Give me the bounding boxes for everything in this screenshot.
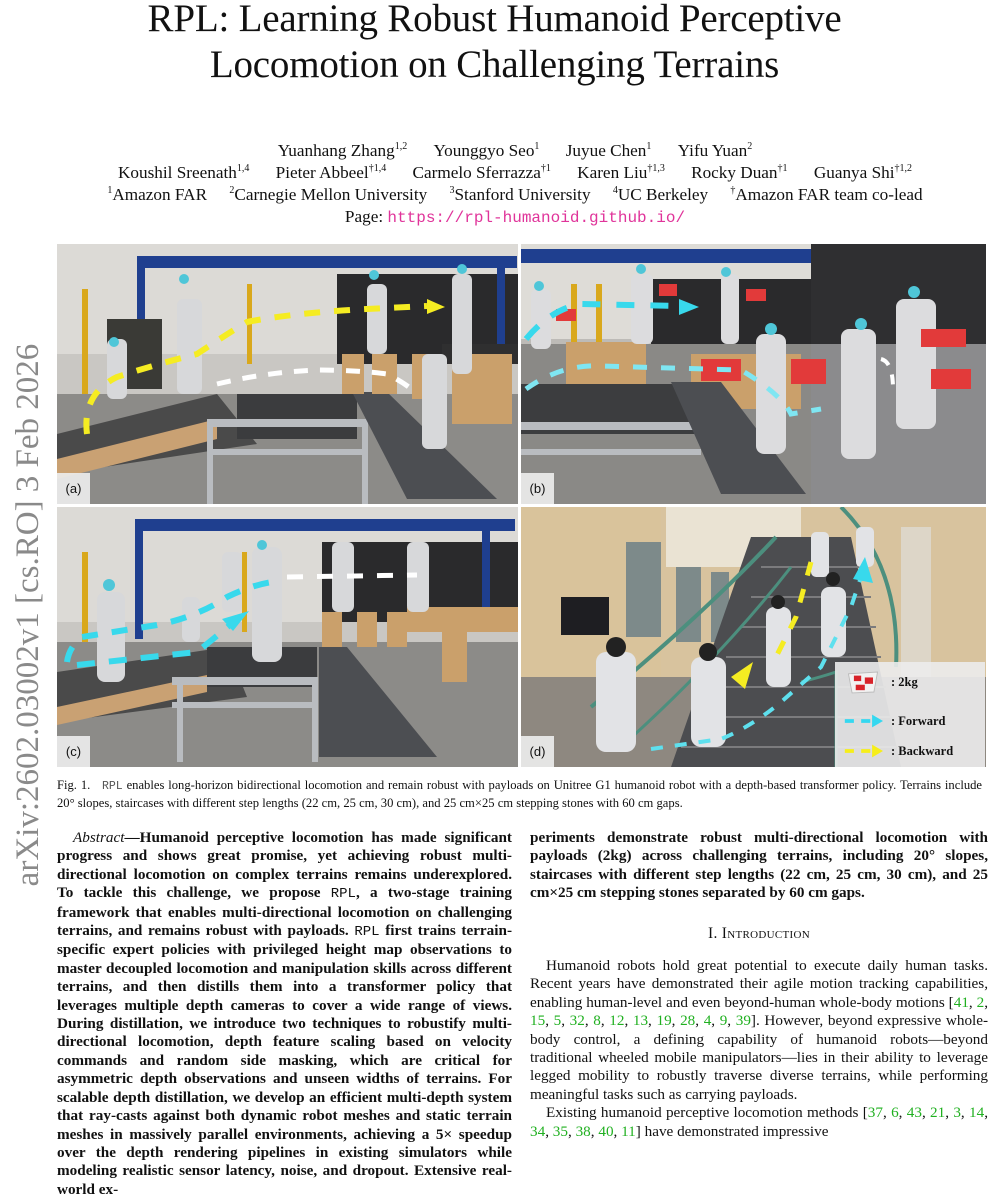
citation-link[interactable]: 43 xyxy=(906,1104,922,1122)
title-line-2: Locomotion on Challenging Terrains xyxy=(209,43,780,86)
figure-legend xyxy=(835,662,985,767)
paragraph-text: ] have demonstrated impressive xyxy=(635,1122,829,1140)
affiliation: $^4$UC Berkeley xyxy=(612,185,709,204)
legend-item-payload xyxy=(843,668,918,696)
author: Younggyo Seo$^1$ xyxy=(433,141,540,160)
cyan-dashed-arrow-icon xyxy=(843,707,883,735)
citation-link[interactable]: 3 xyxy=(953,1104,961,1122)
citation-link[interactable]: 15 xyxy=(530,1012,546,1030)
citation-link[interactable]: 21 xyxy=(930,1104,946,1122)
legend-label: : Forward xyxy=(891,713,946,728)
citation-link[interactable]: 8 xyxy=(593,1012,601,1030)
page-label: Page: xyxy=(344,207,384,226)
abstract-continuation: periments demonstrate robust multi-directional locomotion with payloads (2kg) across challenging terrains, including 20° slopes, staircases with different step lengths (22 cm, 25 cm, 30 cm), and 25 cm×25 cm stepping stones separated by 60 cm gaps. xyxy=(530,829,988,902)
author: Yuanhang Zhang$^{1,2}$ xyxy=(277,141,408,160)
intro-paragraph-1 xyxy=(530,957,988,1104)
caption-text: enables long-horizon bidirectional locomotion and remain robust with payloads on Unitree G1 humanoid robot with a depth-based transformer policy. Terrains include 20° slopes, staircases with different step lengths (22 cm, 25 cm, 30 cm), and 25 cm×25 cm stepping stones with 60 cm gaps. xyxy=(57,778,982,810)
author: Juyue Chen$^1$ xyxy=(565,141,652,160)
abstract-column xyxy=(57,829,512,1199)
legend-item-backward xyxy=(843,737,953,765)
citation-link[interactable]: 28 xyxy=(680,1012,696,1030)
abstract-text: —Humanoid perceptive locomotion has made significant progress and shows great promise, yet achieving robust multi-directional locomotion on complex terrains remains underexplored. To tackle this challenge, we propose xyxy=(57,829,512,902)
photo-slope-stairs xyxy=(57,507,518,767)
figure-panel-b xyxy=(521,244,986,504)
panel-label: (c) xyxy=(57,736,90,767)
abstract-label: Abstract xyxy=(73,829,125,846)
panel-label: (b) xyxy=(521,473,554,504)
citation-link[interactable]: 6 xyxy=(891,1104,899,1122)
figure-panel-a xyxy=(57,244,518,504)
affiliation: $^1$Amazon FAR xyxy=(107,185,208,204)
paper-title xyxy=(0,0,989,88)
abstract xyxy=(57,829,512,1199)
panel-label: (d) xyxy=(521,736,554,767)
author: Koushil Sreenath$^{1,4}$ xyxy=(117,163,250,182)
photo-payload-carry xyxy=(521,244,986,504)
author: Karen Liu$^{\dagger 1,3}$ xyxy=(577,163,665,182)
citation-link[interactable]: 2 xyxy=(976,993,985,1011)
paragraph-text: Existing humanoid perceptive locomotion methods [ xyxy=(546,1104,868,1122)
citation-link[interactable]: 13 xyxy=(632,1012,649,1030)
citation-link[interactable]: 37 xyxy=(867,1104,883,1122)
citation-link[interactable]: 41 xyxy=(953,993,969,1011)
yellow-dashed-arrow-icon xyxy=(843,737,883,765)
citation-link[interactable]: 9 xyxy=(719,1012,728,1030)
figure-caption xyxy=(57,777,982,812)
citation-link[interactable]: 39 xyxy=(735,1012,751,1030)
citation-list: 37, 6, 43, 21, 3, 14, 34, 35, 38, 40, 11 xyxy=(530,1104,988,1140)
project-page-line xyxy=(40,206,989,229)
method-name: RPL xyxy=(354,924,380,941)
legend-label: : 2kg xyxy=(891,674,918,689)
citation-link[interactable]: 11 xyxy=(621,1122,636,1140)
author: Rocky Duan$^{\dagger 1}$ xyxy=(691,163,788,182)
citation-link[interactable]: 12 xyxy=(609,1012,625,1030)
arxiv-stamp: arXiv:2602.03002v1 [cs.RO] 3 Feb 2026 xyxy=(10,343,46,887)
author-block xyxy=(40,140,989,229)
caption-method-name: RPL xyxy=(101,780,123,793)
intro-paragraph-2 xyxy=(530,1104,988,1141)
right-column xyxy=(530,829,988,1141)
affiliation: $^2$Carnegie Mellon University xyxy=(229,185,428,204)
panel-label: (a) xyxy=(57,473,90,504)
payload-box-icon xyxy=(843,668,883,696)
author: Guanya Shi$^{\dagger 1,2}$ xyxy=(813,163,913,182)
paragraph-text: Humanoid robots hold great potential to execute daily human tasks. Recent years have demonstrated their agile motion tracking capabilities, enabling human-level and even beyond-human whole-body motions [ xyxy=(530,957,988,1011)
figure-panel-c xyxy=(57,507,518,767)
citation-link[interactable]: 32 xyxy=(569,1012,585,1030)
legend-item-forward xyxy=(843,707,946,735)
affiliation: $^3$Stanford University xyxy=(449,185,591,204)
caption-prefix: Fig. 1. xyxy=(57,778,91,792)
citation-link[interactable]: 34 xyxy=(530,1122,546,1140)
section-heading-introduction: I. Introduction xyxy=(707,924,810,942)
citation-list: 41, 2, 15, 5, 32, 8, 12, 13, 19, 28, 4, 9, 39 xyxy=(530,993,988,1030)
authors-row-1 xyxy=(40,140,989,162)
author: Pieter Abbeel$^{\dagger 1,4}$ xyxy=(275,163,387,182)
authors-row-2 xyxy=(40,162,989,184)
citation-link[interactable]: 19 xyxy=(656,1012,672,1030)
author: Yifu Yuan$^2$ xyxy=(677,141,753,160)
citation-link[interactable]: 40 xyxy=(598,1122,614,1140)
affiliation: †Amazon FAR team co-lead xyxy=(730,185,923,204)
citation-link[interactable]: 35 xyxy=(552,1122,568,1140)
paragraph-text: ]. However, beyond expressive whole-body control, a defining capability of humanoid robots—beyond traditional wheeled mobile manipulators—lies in their ability to leverage legged mobility to robustly traverse diverse terrains, while performing meaningful tasks such as carrying payloads. xyxy=(530,1012,989,1103)
legend-label: : Backward xyxy=(891,743,954,758)
project-page-link[interactable]: https://rpl-humanoid.github.io/ xyxy=(387,209,686,227)
abstract-text: first trains terrain-specific expert policies with privileged height map observations to master decoupled locomotion and manipulation skills across different terrains, and then distills them into a transformer policy that leverages multiple depth cameras to cover a wide range of views. During distillation, we introduce two techniques to robustify multi-directional locomotion, depth feature scaling based on velocity commands and random side masking, which are critical for asymmetric depth observations and unseen widths of terrains. For scalable depth distillation, we develop an efficient multi-depth system that ray-casts against both dynamic robot meshes and static terrain meshes in massively parallel environments, achieving a 5× speedup over the depth rendering pipelines in existing simulators while modeling realistic sensor latency, noise, and dropout. Extensive real-world ex- xyxy=(57,922,512,1198)
title-line-1: RPL: Learning Robust Humanoid Perceptive xyxy=(147,0,842,40)
photo-slope-stepping-stones xyxy=(57,244,518,504)
citation-link[interactable]: 14 xyxy=(969,1104,985,1122)
citation-link[interactable]: 4 xyxy=(703,1012,712,1030)
author: Carmelo Sferrazza$^{\dagger 1}$ xyxy=(412,163,551,182)
citation-link[interactable]: 38 xyxy=(575,1122,591,1140)
citation-link[interactable]: 5 xyxy=(553,1012,562,1030)
method-name: RPL xyxy=(330,886,356,903)
affiliations xyxy=(40,184,989,206)
abstract-text: , a two-stage training framework that enables multi-directional locomotion on challenging terrains, and remains robust with payloads. xyxy=(57,884,512,940)
